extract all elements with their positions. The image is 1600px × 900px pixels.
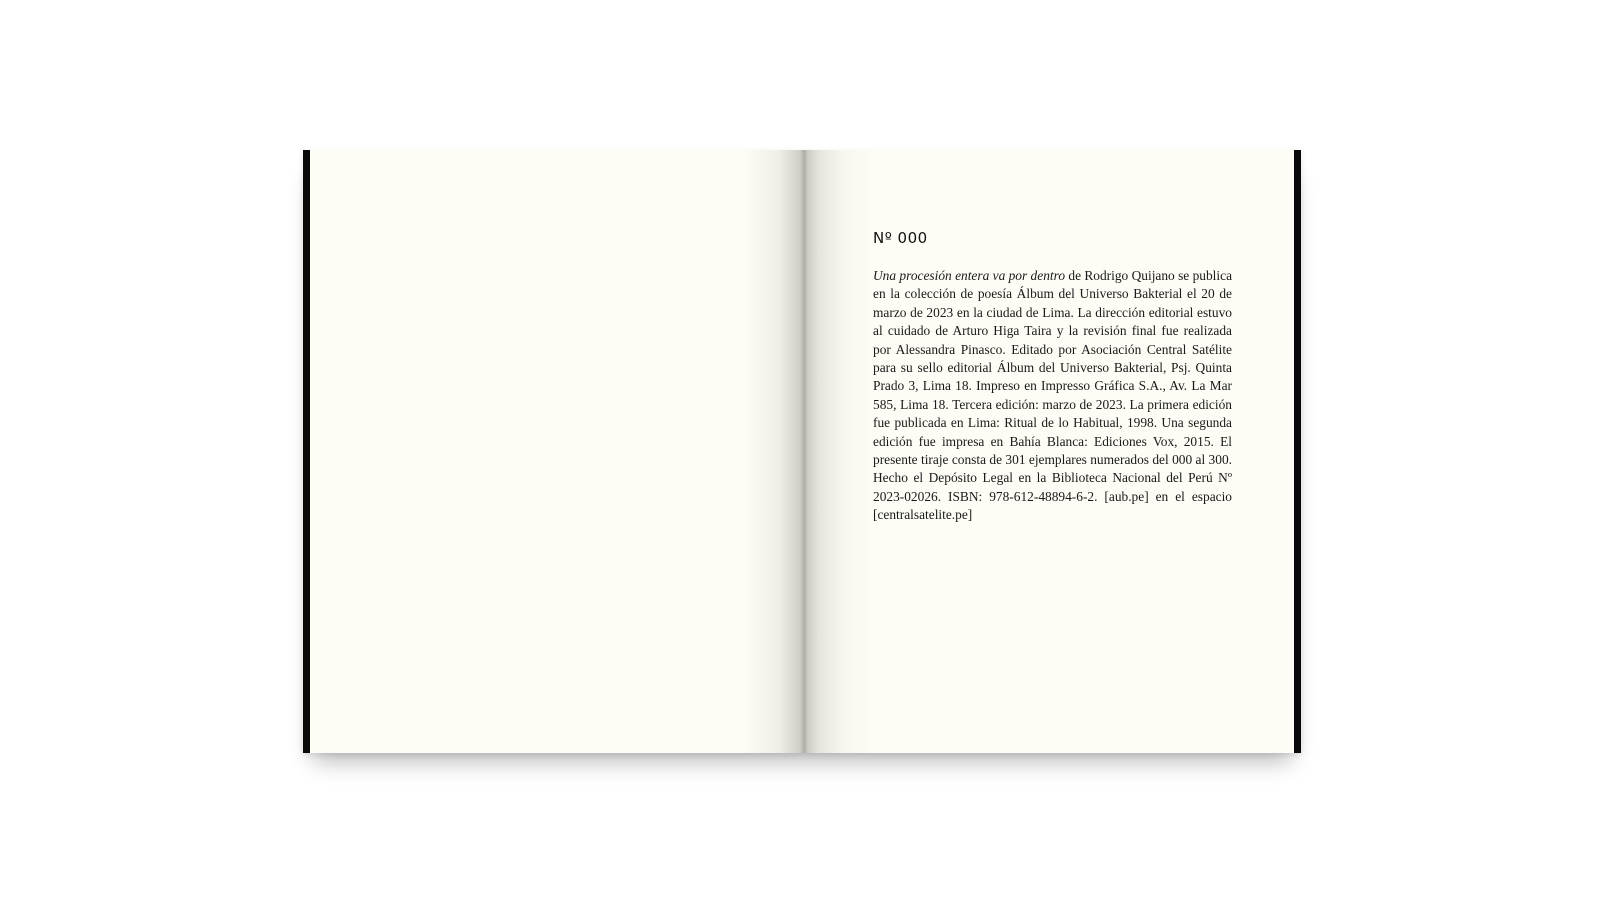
cover-edge-right xyxy=(1294,150,1301,753)
book-gutter xyxy=(800,150,808,753)
colophon-block xyxy=(873,229,1232,525)
cover-edge-left xyxy=(303,150,310,753)
edition-number: Nº 000 xyxy=(873,229,928,247)
colophon-body: de Rodrigo Quijano se publica en la colección de poesía Álbum del Universo Bakterial el 20 de marzo de 2023 en la ciudad de Lima. La dirección editorial estuvo al cuidado de Arturo Higa Taira y la revisión final fue realizada por Alessandra Pinasco. Editado por Asociación Central Satélite para su sello editorial Álbum del Universo Bakterial, Psj. Quinta Prado 3, Lima 18. Impreso en Impresso Gráfica S.A., Av. La Mar 585, Lima 18. Tercera edición: marzo de 2023. La primera edición fue publicada en Lima: Ritual de lo Habitual, 1998. Una segunda edición fue impresa en Bahía Blanca: Ediciones Vox, 2015. El presente tiraje consta de 301 ejemplares numerados del 000 al 300. Hecho el Depósito Legal en la Biblioteca Nacional del Perú Nº 2023-02026. ISBN: 978-612-48894-6-2. [aub.pe] en el espacio [centralsatelite.pe] xyxy=(873,268,1233,523)
left-page xyxy=(310,150,804,753)
colophon-text xyxy=(873,267,1232,525)
book-title: Una procesión entera va por dentro xyxy=(873,268,1066,283)
